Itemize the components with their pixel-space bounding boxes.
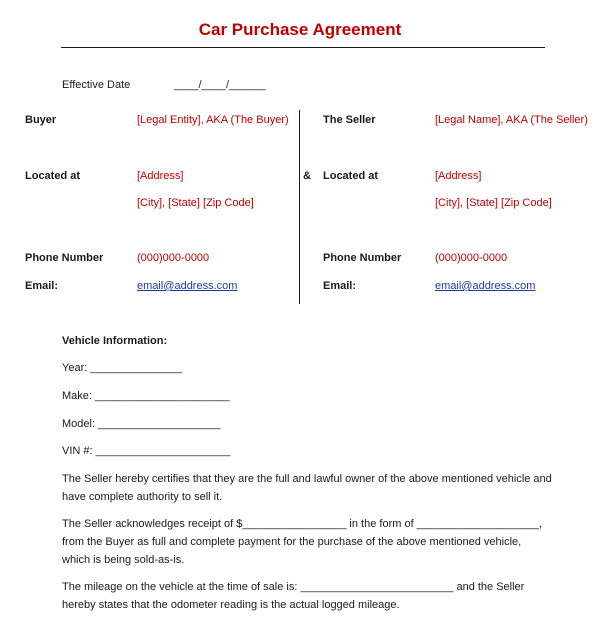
buyer-label: Buyer [25,114,57,126]
vehicle-year-line: Year: _______________ [62,362,183,374]
buyer-phone-label: Phone Number [25,252,104,264]
seller-phone-label: Phone Number [323,252,402,264]
buyer-located-label: Located at [25,170,81,182]
vehicle-vin-line: VIN #: ______________________ [62,445,231,457]
buyer-name: [Legal Entity], AKA (The Buyer) [137,114,289,126]
vehicle-make-line: Make: ______________________ [62,390,230,402]
buyer-email-label: Email: [25,280,59,292]
seller-email-label: Email: [323,280,357,292]
seller-phone: (000)000-0000 [435,252,508,264]
seller-label: The Seller [323,114,376,126]
seller-city-state-zip: [City], [State] [Zip Code] [435,197,552,209]
seller-name: [Legal Name], AKA (The Seller) [435,114,588,126]
effective-date-blank: ____/____/______ [174,79,266,91]
buyer-city-state-zip: [City], [State] [Zip Code] [137,197,254,209]
title-divider [61,47,545,48]
mileage-paragraph: The mileage on the vehicle at the time of sale is: _________________________ and the Seller hereby states that the odometer reading is the actual logged mileage. [62,581,525,611]
seller-located-label: Located at [323,170,379,182]
effective-date-label: Effective Date [62,79,131,91]
vehicle-info-heading: Vehicle Information: [62,335,168,347]
seller-address: [Address] [435,170,482,182]
party-column-divider [299,110,300,304]
seller-email-link[interactable]: email@address.com [435,280,536,292]
payment-paragraph: The Seller acknowledges receipt of $_________________ in the form of ____________________, from the Buyer as full and complete payment for the purchase of the above mentioned vehicle, which is being sold-as-is. [62,518,543,566]
document-title: Car Purchase Agreement [198,20,402,39]
ampersand-separator: & [303,170,311,182]
buyer-address: [Address] [137,170,184,182]
buyer-email-link[interactable]: email@address.com [137,280,238,292]
buyer-phone: (000)000-0000 [137,252,210,264]
ownership-paragraph: The Seller hereby certifies that they are the full and lawful owner of the above mentioned vehicle and have complete authority to sell it. [62,473,552,503]
vehicle-model-line: Model: ____________________ [62,418,221,430]
